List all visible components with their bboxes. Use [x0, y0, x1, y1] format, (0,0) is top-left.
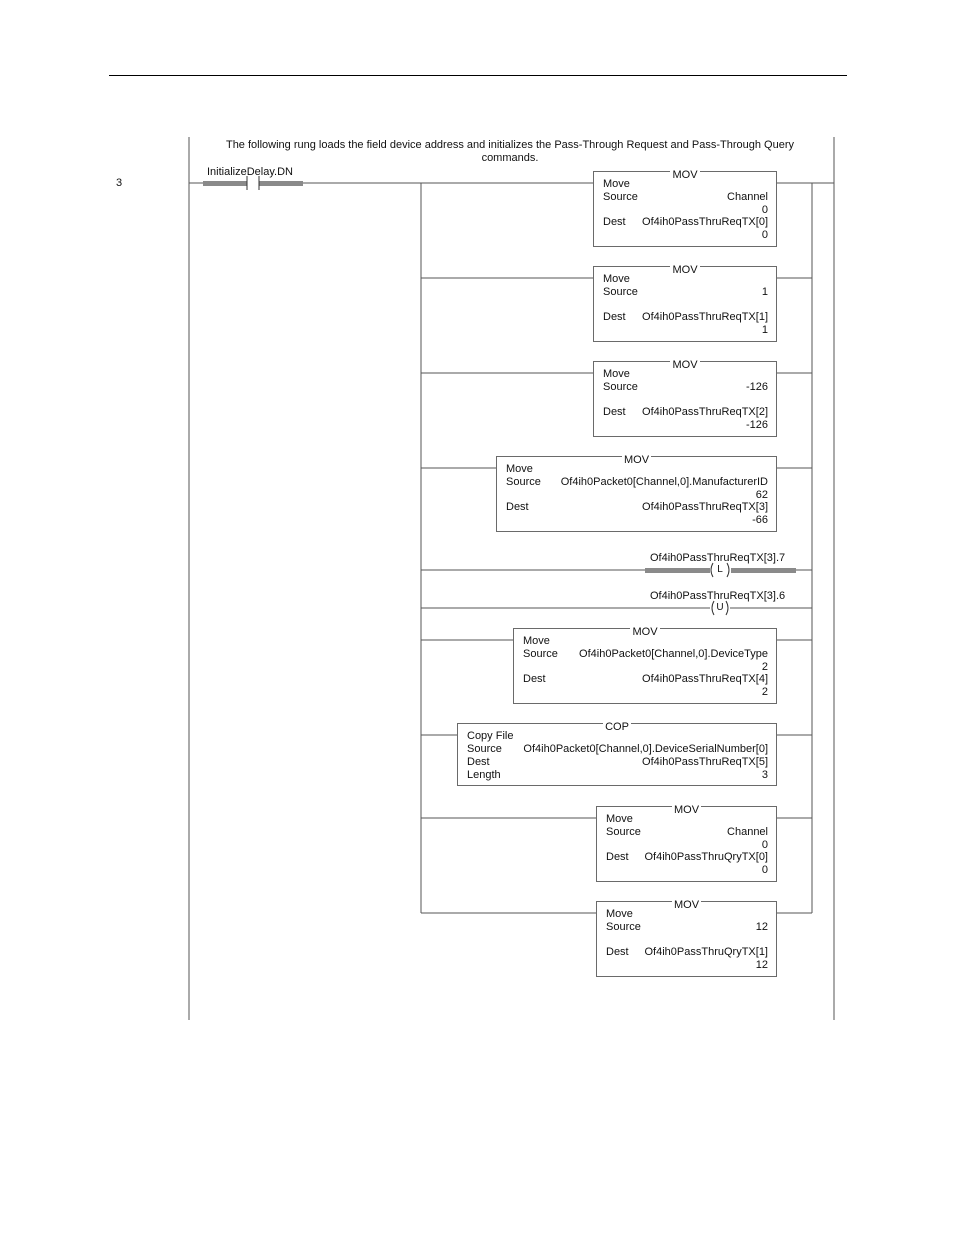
- instruction-type: COP: [605, 721, 629, 733]
- rung-number: 3: [116, 177, 123, 189]
- source-value: 0: [761, 839, 768, 851]
- instruction-name: Copy File: [467, 730, 514, 742]
- instruction-type: MOV: [623, 454, 650, 466]
- instruction-type: MOV: [672, 169, 698, 181]
- dest-tag: Of4ih0PassThruReqTX[3]: [642, 501, 768, 513]
- dest-label: Dest: [467, 756, 490, 768]
- dest-label: Dest: [603, 216, 626, 228]
- latch-coil-tag[interactable]: Of4ih0PassThruReqTX[3].7: [650, 552, 786, 564]
- unlatch-coil-letter: U: [716, 602, 724, 613]
- instruction-name: Move: [603, 273, 630, 285]
- source-tag: 1: [761, 286, 768, 298]
- instruction-name: Move: [606, 908, 633, 920]
- source-value: 62: [755, 489, 768, 501]
- source-value: 0: [761, 204, 768, 216]
- latch-coil-letter: L: [717, 564, 723, 575]
- length-value: 3: [761, 769, 768, 781]
- source-tag: Channel: [727, 826, 768, 838]
- cop-instruction[interactable]: [457, 723, 777, 786]
- length-label: Length: [467, 769, 501, 781]
- instruction-type: MOV: [673, 804, 700, 816]
- instruction-name: Move: [603, 368, 630, 380]
- mov-instruction-5[interactable]: [513, 628, 777, 704]
- mov-instruction-7[interactable]: [596, 901, 777, 977]
- source-label: Source: [603, 381, 638, 393]
- mov-instruction-6[interactable]: [596, 806, 777, 882]
- dest-label: Dest: [523, 673, 546, 685]
- unlatch-coil-tag[interactable]: Of4ih0PassThruReqTX[3].6: [650, 590, 786, 602]
- source-label: Source: [606, 826, 641, 838]
- instruction-type: MOV: [672, 264, 698, 276]
- dest-tag: Of4ih0PassThruQryTX[0]: [644, 851, 768, 863]
- dest-value: -66: [752, 514, 768, 526]
- source-tag: Of4ih0Packet0[Channel,0].DeviceType: [579, 648, 768, 660]
- source-label: Source: [467, 743, 502, 755]
- source-value: 2: [761, 661, 768, 673]
- dest-value: -126: [745, 419, 768, 431]
- dest-value: 0: [761, 229, 768, 241]
- dest-value: 1: [761, 324, 768, 336]
- instruction-name: Move: [506, 463, 533, 475]
- instruction-type: MOV: [632, 626, 658, 638]
- xic-contact-icon: [203, 176, 303, 190]
- instruction-name: Move: [603, 178, 630, 190]
- dest-tag: Of4ih0PassThruReqTX[0]: [642, 216, 768, 228]
- dest-tag: Of4ih0PassThruReqTX[1]: [642, 311, 768, 323]
- instruction-type: MOV: [673, 899, 700, 911]
- dest-label: Dest: [603, 311, 626, 323]
- source-label: Source: [506, 476, 541, 488]
- rung-comment: The following rung loads the field device address and initializes the Pass-Through Request and Pass-Through Query commands.: [225, 139, 795, 164]
- source-label: Source: [603, 286, 638, 298]
- dest-value: 12: [755, 959, 768, 971]
- source-tag: Of4ih0Packet0[Channel,0].DeviceSerialNumber[0]: [523, 743, 768, 755]
- source-tag: -126: [745, 381, 768, 393]
- dest-value: 0: [761, 864, 768, 876]
- mov-instruction-2[interactable]: [593, 266, 777, 342]
- source-tag: Channel: [727, 191, 768, 203]
- dest-tag: Of4ih0PassThruQryTX[1]: [644, 946, 768, 958]
- dest-label: Dest: [606, 851, 629, 863]
- mov-instruction-3[interactable]: [593, 361, 777, 437]
- mov-instruction-1[interactable]: [593, 171, 777, 247]
- dest-label: Dest: [603, 406, 626, 418]
- instruction-name: Move: [606, 813, 633, 825]
- dest-tag: Of4ih0PassThruReqTX[2]: [642, 406, 768, 418]
- dest-tag: Of4ih0PassThruReqTX[5]: [642, 756, 768, 768]
- dest-value: 2: [761, 686, 768, 698]
- source-label: Source: [523, 648, 558, 660]
- dest-tag: Of4ih0PassThruReqTX[4]: [642, 673, 768, 685]
- mov-instruction-4[interactable]: [496, 456, 777, 532]
- dest-label: Dest: [606, 946, 629, 958]
- source-tag: Of4ih0Packet0[Channel,0].ManufacturerID: [560, 476, 768, 488]
- contact-tag: InitializeDelay.DN: [207, 166, 293, 178]
- instruction-name: Move: [523, 635, 550, 647]
- instruction-type: MOV: [672, 359, 698, 371]
- source-label: Source: [606, 921, 641, 933]
- dest-label: Dest: [506, 501, 529, 513]
- source-label: Source: [603, 191, 638, 203]
- source-tag: 12: [755, 921, 768, 933]
